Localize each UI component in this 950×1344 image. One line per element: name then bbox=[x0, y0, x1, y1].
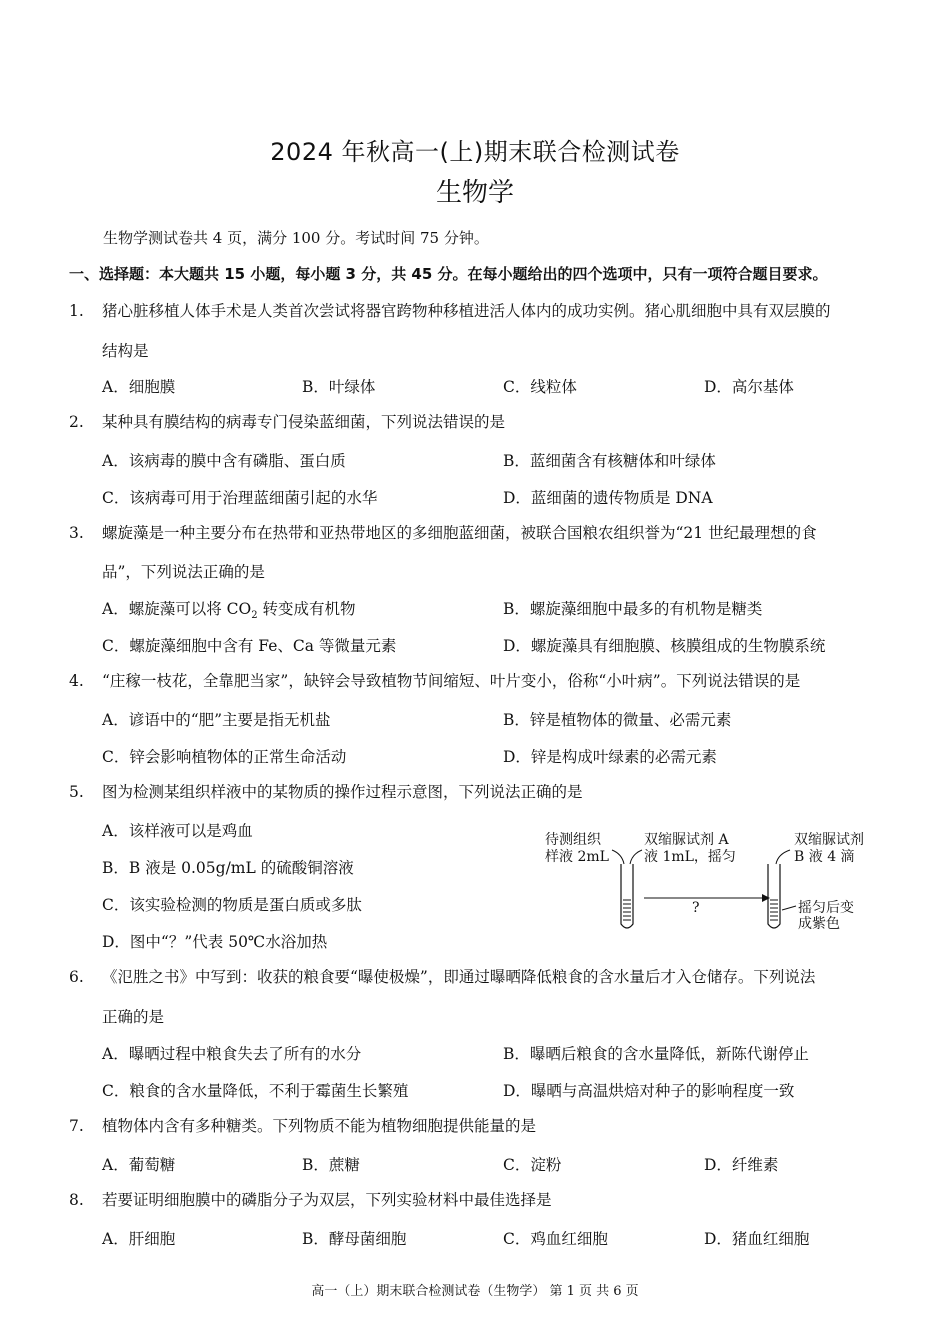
pour-arrow-3 bbox=[776, 850, 790, 864]
question-text-cont: 正确的是 bbox=[102, 1008, 165, 1026]
option-b[interactable]: B．酵母菌细胞 bbox=[302, 1230, 407, 1248]
pour-arrow-2 bbox=[630, 850, 642, 864]
question-number: 8. bbox=[69, 1191, 84, 1209]
option-b[interactable]: B．蔗糖 bbox=[302, 1156, 360, 1174]
option-a-text: A．螺旋藻可以将 CO bbox=[102, 600, 252, 618]
label-reagent-a-1: 双缩脲试剂 A bbox=[644, 832, 729, 848]
option-c[interactable]: C．螺旋藻细胞中含有 Fe、Ca 等微量元素 bbox=[102, 637, 397, 655]
intro-text: 生物学测试卷共 4 页，满分 100 分。考试时间 75 分钟。 bbox=[103, 229, 489, 247]
option-d[interactable]: D．锌是构成叶绿素的必需元素 bbox=[503, 748, 717, 766]
option-b[interactable]: B．螺旋藻细胞中最多的有机物是糖类 bbox=[503, 600, 763, 618]
question-text-cont: 结构是 bbox=[102, 342, 149, 360]
arrow-label: ? bbox=[692, 900, 700, 916]
question-number: 4. bbox=[69, 672, 84, 690]
arrow-head bbox=[762, 894, 770, 902]
option-b[interactable]: B．B 液是 0.05g/mL 的硫酸铜溶液 bbox=[102, 859, 354, 877]
option-a[interactable]: A．葡萄糖 bbox=[102, 1156, 176, 1174]
subscript: 2 bbox=[251, 610, 258, 622]
question-number: 2. bbox=[69, 413, 84, 431]
option-c[interactable]: C．线粒体 bbox=[503, 378, 577, 396]
subject-title: 生物学 bbox=[435, 178, 514, 208]
pour-arrow-1 bbox=[612, 850, 624, 864]
label-reagent-a-2: 液 1mL，摇匀 bbox=[644, 849, 736, 865]
option-a[interactable]: A．该样液可以是鸡血 bbox=[102, 822, 253, 840]
test-tube-1 bbox=[621, 864, 633, 928]
question-text: 某种具有膜结构的病毒专门侵染蓝细菌，下列说法错误的是 bbox=[102, 413, 506, 431]
question-number: 5. bbox=[69, 783, 84, 801]
label-result-1: 摇匀后变 bbox=[798, 900, 854, 916]
question-number: 7. bbox=[69, 1117, 84, 1135]
option-c[interactable]: C．淀粉 bbox=[503, 1156, 562, 1174]
option-a[interactable]: A．该病毒的膜中含有磷脂、蛋白质 bbox=[102, 452, 346, 470]
option-c[interactable]: C．该实验检测的物质是蛋白质或多肽 bbox=[102, 896, 362, 914]
option-b[interactable]: B．蓝细菌含有核糖体和叶绿体 bbox=[503, 452, 716, 470]
option-d[interactable]: D．猪血红细胞 bbox=[704, 1230, 810, 1248]
option-b[interactable]: B．叶绿体 bbox=[302, 378, 376, 396]
label-sample-2: 样液 2mL bbox=[545, 849, 609, 865]
question-text: 植物体内含有多种糖类。下列物质不能为植物细胞提供能量的是 bbox=[102, 1117, 537, 1135]
section-title: 一、选择题：本大题共 15 小题，每小题 3 分，共 45 分。在每小题给出的四个选项中，只有一项符合题目要求。 bbox=[69, 265, 828, 283]
exam-title: 2024 年秋高一(上)期末联合检测试卷 bbox=[270, 138, 680, 166]
option-c[interactable]: C．该病毒可用于治理蓝细菌引起的水华 bbox=[102, 489, 378, 507]
option-d[interactable]: D．曝晒与高温烘焙对种子的影响程度一致 bbox=[503, 1082, 795, 1100]
option-c[interactable]: C．锌会影响植物体的正常生命活动 bbox=[102, 748, 347, 766]
option-a[interactable]: A．细胞膜 bbox=[102, 378, 176, 396]
label-sample-1: 待测组织 bbox=[545, 832, 601, 848]
question-text-cont: 品”，下列说法正确的是 bbox=[102, 563, 265, 581]
option-d[interactable]: D．高尔基体 bbox=[704, 378, 794, 396]
option-d[interactable]: D．螺旋藻具有细胞膜、核膜组成的生物膜系统 bbox=[503, 637, 826, 655]
question-number: 3. bbox=[69, 524, 84, 542]
page-footer: 高一（上）期末联合检测试卷（生物学） 第 1 页 共 6 页 bbox=[311, 1284, 639, 1299]
option-b[interactable]: B．锌是植物体的微量、必需元素 bbox=[503, 711, 732, 729]
option-a[interactable] bbox=[102, 597, 356, 621]
option-c[interactable]: C．粮食的含水量降低，不利于霉菌生长繁殖 bbox=[102, 1082, 409, 1100]
option-c[interactable]: C．鸡血红细胞 bbox=[503, 1230, 608, 1248]
question-text: 图为检测某组织样液中的某物质的操作过程示意图，下列说法正确的是 bbox=[102, 783, 583, 801]
option-b[interactable]: B．曝晒后粮食的含水量降低，新陈代谢停止 bbox=[503, 1045, 809, 1063]
question-text: “庄稼一枝花，全靠肥当家”，缺锌会导致植物节间缩短、叶片变小，俗称“小叶病”。下列说法错误的是 bbox=[102, 672, 801, 690]
option-a-tail: 转变成有机物 bbox=[257, 600, 356, 618]
option-a[interactable]: A．肝细胞 bbox=[102, 1230, 176, 1248]
option-d[interactable]: D．图中“？”代表 50℃水浴加热 bbox=[102, 933, 328, 951]
label-reagent-b-2: B 液 4 滴 bbox=[794, 849, 855, 865]
label-result-2: 成紫色 bbox=[798, 916, 840, 932]
question-text: 《氾胜之书》中写到：收获的粮食要“曝使极燥”，即通过曝晒降低粮食的含水量后才入仓储存。下列说法 bbox=[102, 968, 816, 986]
option-a[interactable]: A．曝晒过程中粮食失去了所有的水分 bbox=[102, 1045, 362, 1063]
question-number: 6. bbox=[69, 968, 84, 986]
question-text: 若要证明细胞膜中的磷脂分子为双层，下列实验材料中最佳选择是 bbox=[102, 1191, 552, 1209]
experiment-figure bbox=[540, 828, 890, 940]
result-pointer bbox=[782, 906, 796, 910]
test-tube-2 bbox=[768, 864, 780, 928]
question-number: 1. bbox=[69, 302, 84, 320]
option-d[interactable]: D．纤维素 bbox=[704, 1156, 779, 1174]
option-d[interactable]: D．蓝细菌的遗传物质是 DNA bbox=[503, 489, 713, 507]
question-text: 螺旋藻是一种主要分布在热带和亚热带地区的多细胞蓝细菌，被联合国粮农组织誉为“21 世纪最理想的食 bbox=[102, 524, 817, 542]
option-a[interactable]: A．谚语中的“肥”主要是指无机盐 bbox=[102, 711, 331, 729]
question-text: 猪心脏移植人体手术是人类首次尝试将器官跨物种移植进活人体内的成功实例。猪心肌细胞中具有双层膜的 bbox=[102, 302, 831, 320]
label-reagent-b-1: 双缩脲试剂 bbox=[794, 832, 864, 848]
